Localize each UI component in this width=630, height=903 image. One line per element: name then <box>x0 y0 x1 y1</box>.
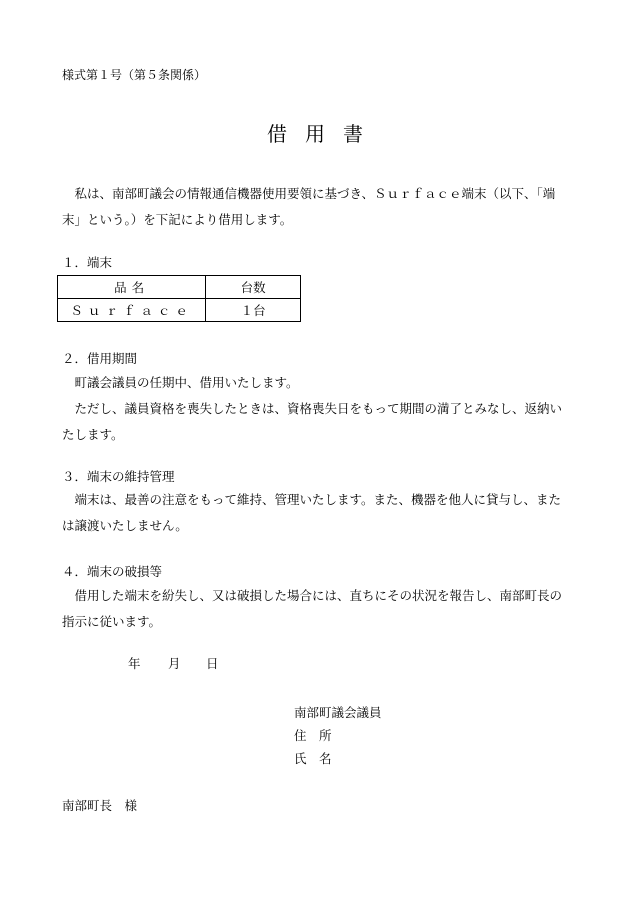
section-2-heading: ２．借用期間 <box>62 351 138 366</box>
section-4-paragraph: 借用した端末を紛失し、又は破損した場合には、直ちにその状況を報告し、南部町長の指示に従います。 <box>62 588 563 629</box>
signature-org: 南部町議会議員 <box>294 705 382 720</box>
date-month-label: 月 <box>168 656 181 671</box>
table-header-row <box>58 276 301 299</box>
section-3-heading: ３．端末の維持管理 <box>62 469 175 484</box>
table-header-item-name: 品名 <box>58 276 206 299</box>
section-3-paragraph: 端末は、最善の注意をもって維持、管理いたします。また、機器を他人に貸与し、または譲渡いたしません。 <box>62 492 562 533</box>
addressee: 南部町長 様 <box>62 798 138 813</box>
table-cell-item-name: Ｓｕｒｆａｃｅ <box>58 299 206 322</box>
form-label: 様式第１号（第５条関係） <box>62 68 207 82</box>
document-title: 借用書 <box>267 122 381 146</box>
signature-address-label: 住 所 <box>294 728 332 743</box>
table-header-quantity: 台数 <box>206 276 301 299</box>
section-2-para-1: 町議会議員の任期中、借用いたします。 <box>74 375 299 390</box>
table-cell-quantity: １台 <box>206 299 301 322</box>
date-day-label: 日 <box>206 656 219 671</box>
section-2-para-2: ただし、議員資格を喪失したときは、資格喪失日をもって期間の満了とみなし、返納いたします。 <box>62 401 563 442</box>
section-4-heading: ４．端末の破損等 <box>62 564 163 579</box>
section-1-heading: １．端末 <box>62 255 113 270</box>
section-2-paragraphs <box>62 370 570 448</box>
device-table <box>57 275 301 322</box>
table-row <box>58 299 301 322</box>
date-year-label: 年 <box>128 656 141 671</box>
intro-paragraph: 私は、南部町議会の情報通信機器使用要領に基づき、Ｓｕｒｆａｃｅ端末（以下、「端末」という。）を下記により借用します。 <box>62 186 556 227</box>
signature-name-label: 氏 名 <box>294 751 332 766</box>
